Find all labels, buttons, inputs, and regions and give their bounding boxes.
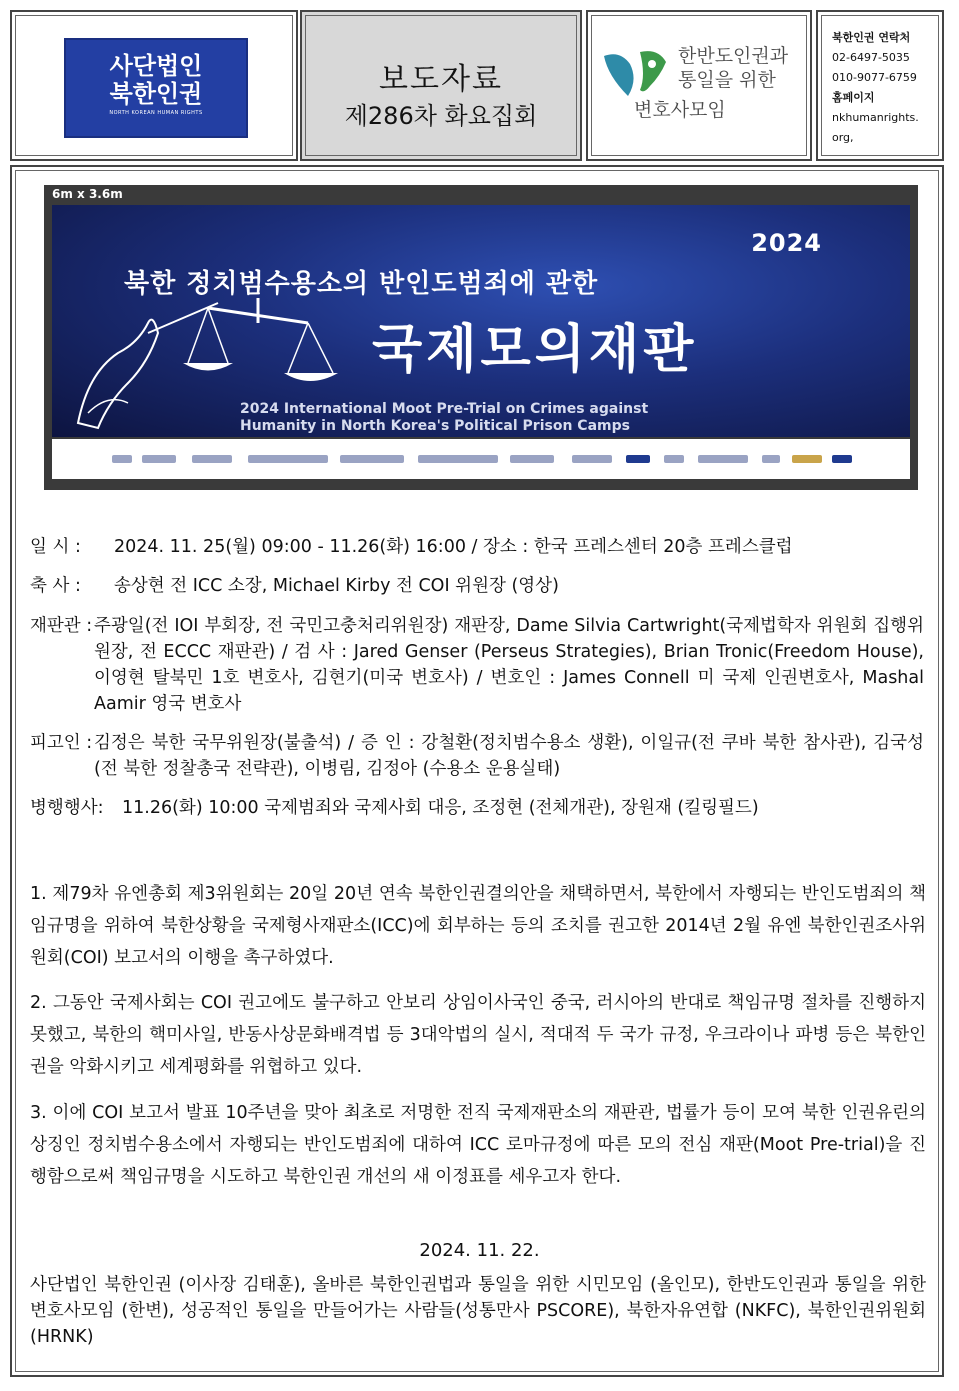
banner-year: 2024 [751,229,822,257]
header-lawyers-cell [586,10,812,161]
info-judges-label: 재판관 : [30,616,93,636]
contact-homepage-label: 홈페이지 [832,91,875,104]
header-row [10,10,944,165]
info-date-label: 일 시 : [30,537,81,557]
info-date-text: 2024. 11. 25(월) 09:00 - 11.26(화) 16:00 / 장소 : 한국 프레스센터 20층 프레스클럽 [114,537,793,557]
sponsor-logo-strip [52,439,910,479]
sponsor-logo [248,455,328,463]
info-congrats-label: 축 사 : [30,576,81,596]
sponsor-logo [664,455,684,463]
lawyers-logo [600,42,800,132]
paragraph-3-text: 3. 이에 COI 보고서 발표 10주년을 맞아 최초로 저명한 전직 국제재판소의 재판관, 법률가 등이 모여 북한 인권유린의 상징인 정치범수용소에서 자행되는 반인도범죄에 대하여 ICC 로마규정에 따른 모의 전심 재판(Moot Pre-trial)을 진행함으로써 책임규명을 시도하고 북한인권 개선의 새 이정표를 세우고자 한다. [30,1103,926,1187]
header-logo-cell [10,10,298,161]
banner-english-line2: Humanity in North Korea's Political Prison Camps [240,418,630,434]
sponsor-logo [698,455,748,463]
sponsor-logo [572,455,612,463]
banner-english-line1: 2024 International Moot Pre-Trial on Crimes against [240,401,649,417]
banner-size-label: 6m x 3.6m [52,187,123,201]
logo-line1: 사단법인 [109,52,203,80]
header-title-cell [300,10,582,161]
sponsor-logo [792,455,822,463]
contact-phone2: 010-9077-6759 [832,71,917,84]
release-date: 2024. 11. 22. [419,1240,540,1261]
contact-block [832,28,919,148]
sponsor-logo [192,455,232,463]
banner-title-line1: 북한 정치범수용소의 반인도범죄에 관한 [124,269,599,299]
sponsor-logo [418,455,498,463]
sponsor-logo [832,455,852,463]
contact-url2: org, [832,131,854,144]
sponsor-logo [112,455,132,463]
info-side-event-text: 11.26(화) 10:00 국제범죄와 국제사회 대응, 조정현 (전체개관), 장원재 (킬링필드) [122,798,759,818]
paragraph-2-text: 2. 그동안 국제사회는 COI 권고에도 불구하고 안보리 상임이사국인 중국, 러시아의 반대로 책임규명 절차를 진행하지 못했고, 북한의 핵미사일, 반동사상문화배격법 등 3대악법의 실시, 적대적 두 국가 규정, 우크라이나 파병 등은 북한인권을 악화시키고 세계평화를 위협하고 있다. [30,993,926,1077]
info-defendant-label: 피고인 : [30,733,93,753]
event-banner [44,185,918,490]
sponsor-logo [142,455,176,463]
paragraph-2 [30,987,926,1083]
contact-url1[interactable]: nkhumanrights. [832,111,919,124]
info-defendant-text: 김정은 북한 국무위원장(불출석) / 증 인 : 강철환(정치범수용소 생환), 이일규(전 쿠바 북한 참사관), 김국성(전 북한 정찰총국 전략관), 이병림, 김정아 (수용소 운용실태) [94,733,924,779]
logo-line3: NORTH KOREAN HUMAN RIGHTS [109,110,203,116]
sponsor-logo [762,455,780,463]
lawyers-line3: 변호사모임 [634,99,726,121]
paragraph-3 [30,1097,926,1225]
organizations-list: 사단법인 북한인권 (이사장 김태훈), 올바른 북한인권법과 통일을 위한 시민모임 (올인모), 한반도인권과 통일을 위한 변호사모임 (한변), 성공적인 통일을 만들어가는 사람들(성통만사 PSCORE), 북한자유연합 (NKFC), 북한인권위원회 (HRNK) [30,1275,926,1347]
info-congrats-text: 송상현 전 ICC 소장, Michael Kirby 전 COI 위원장 (영상) [114,576,559,596]
peninsula-icon [600,46,680,106]
contact-title: 북한인권 연락처 [832,31,911,44]
banner-artwork [52,205,910,437]
paragraph-1-text: 1. 제79차 유엔총회 제3위원회는 20일 20년 연속 북한인권결의안을 채택하면서, 북한에서 자행되는 반인도범죄의 책임규명을 위하여 북한상황을 국제형사재판소(ICC)에 회부하는 등의 조치를 권고한 2014년 2월 유엔 북한인권조사위원회(COI) 보고서의 이행을 촉구하였다. [30,884,926,968]
nkhr-logo [64,38,248,138]
lawyers-line1: 한반도인권과 통일을 위한 [678,45,789,91]
sponsor-logo [626,455,650,463]
sponsor-logo [510,455,554,463]
info-side-event-label: 병행행사: [30,798,104,818]
banner-title-line2: 국제모의재판 [372,320,698,380]
press-subtitle: 제286차 화요집회 [344,102,538,130]
logo-line2: 북한인권 [109,80,203,108]
press-title: 보도자료 [379,62,503,97]
paragraph-1 [30,878,926,974]
contact-phone1: 02-6497-5035 [832,51,910,64]
header-contact-cell [816,10,944,161]
sponsor-logo [340,455,404,463]
info-judges-text: 주광일(전 IOI 부회장, 전 국민고충처리위원장) 재판장, Dame Silvia Cartwright(국제법학자 위원회 집행위원장, 전 ECCC 재판관) / 검 사 : Jared Genser (Perseus Strategies), Brian Tronic(Freedom House), 이영현 탈북민 1호 변호사, 김현기(미국 변호사) / 변호인 : James Connell 미 국제 인권변호사, Mashal Aamir 영국 변호사 [94,616,924,714]
